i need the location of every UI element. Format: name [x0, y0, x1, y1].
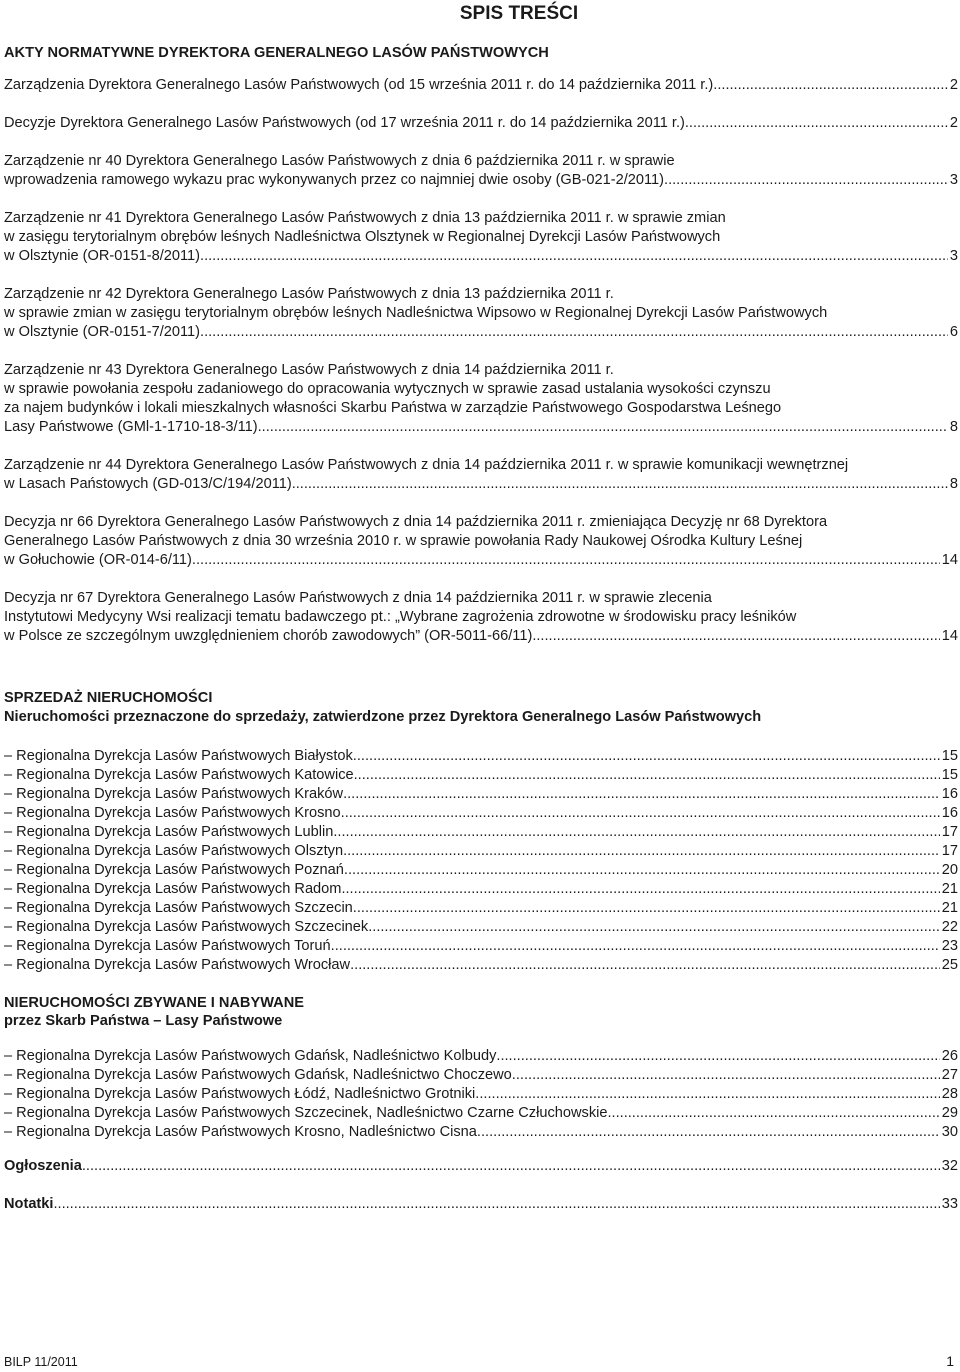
item-list — [4, 747, 958, 975]
item-text: – Regionalna Dyrekcja Lasów Państwowych Szczecinek — [4, 919, 369, 935]
page-number: 25 — [941, 957, 958, 973]
list-item[interactable] — [4, 956, 958, 975]
entry-list — [4, 76, 958, 646]
list-item[interactable] — [4, 766, 958, 785]
page-number: 14 — [941, 628, 958, 644]
list-item[interactable] — [4, 823, 958, 842]
toc-entry[interactable] — [4, 456, 958, 494]
leader-dots — [258, 418, 948, 437]
page-number: 22 — [941, 919, 958, 935]
leader-dots — [333, 823, 939, 842]
footer-issue: BILP 11/2011 — [4, 1355, 78, 1369]
entry-line: Zarządzenie nr 43 Dyrektora Generalnego Lasów Państwowych z dnia 14 października 2011 r. — [4, 362, 614, 378]
item-text: – Regionalna Dyrekcja Lasów Państwowych Poznań — [4, 862, 344, 878]
leader-dots — [368, 918, 940, 937]
toc-entry[interactable] — [4, 114, 958, 133]
page-number: 28 — [941, 1086, 958, 1102]
list-item[interactable] — [4, 1123, 958, 1142]
entry-text: Zarządzenia Dyrektora Generalnego Lasów Państwowych (od 15 września 2011 r. do 14 października 2011 r.) — [4, 77, 714, 93]
leader-dots — [354, 766, 940, 785]
toc-entry[interactable] — [4, 513, 958, 570]
section-heading: SPRZEDAŻ NIERUCHOMOŚCI — [4, 690, 213, 706]
page-number: 21 — [941, 900, 958, 916]
entry-text: wprowadzenia ramowego wykazu prac wykonywanych przez co najmniej dwie osoby (GB-021-2/2011) — [4, 172, 665, 188]
leader-dots — [477, 1123, 940, 1142]
leader-dots — [685, 114, 948, 133]
list-item[interactable] — [4, 937, 958, 956]
page-number: 33 — [941, 1196, 958, 1212]
entry-text: w Polsce ze szczególnym uwzględnieniem chorób zawodowych” (OR-5011-66/11) — [4, 628, 533, 644]
page-number: 2 — [949, 77, 958, 93]
page-number: 16 — [941, 805, 958, 821]
page-number: 8 — [949, 419, 958, 435]
leader-dots — [664, 171, 948, 190]
list-item[interactable] — [4, 918, 958, 937]
leader-dots — [341, 804, 940, 823]
list-item[interactable] — [4, 1104, 958, 1123]
toc-entry[interactable] — [4, 152, 958, 190]
page-number: 6 — [949, 324, 958, 340]
entry-text: Lasy Państwowe (GMl-1-1710-18-3/11) — [4, 419, 258, 435]
entry-last-line — [4, 418, 958, 437]
item-text: – Regionalna Dyrekcja Lasów Państwowych Gdańsk, Nadleśnictwo Kolbudy — [4, 1048, 497, 1064]
page-number: 16 — [941, 786, 958, 802]
page-number: 23 — [941, 938, 958, 954]
item-text: – Regionalna Dyrekcja Lasów Państwowych Białystok — [4, 748, 353, 764]
entry-line: Zarządzenie nr 44 Dyrektora Generalnego Lasów Państwowych z dnia 14 października 2011 r. w sprawie komunikacji wewnętrznej — [4, 457, 849, 473]
item-text: – Regionalna Dyrekcja Lasów Państwowych Toruń — [4, 938, 331, 954]
page-number: 3 — [949, 172, 958, 188]
section-zbywane — [4, 994, 958, 1142]
item-text: – Regionalna Dyrekcja Lasów Państwowych Gdańsk, Nadleśnictwo Choczewo — [4, 1067, 512, 1083]
item-text: – Regionalna Dyrekcja Lasów Państwowych Katowice — [4, 767, 354, 783]
leader-dots — [344, 861, 940, 880]
leader-dots — [353, 747, 940, 766]
list-item[interactable] — [4, 785, 958, 804]
item-list — [4, 1047, 958, 1142]
item-text: – Regionalna Dyrekcja Lasów Państwowych Łódź, Nadleśnictwo Grotniki — [4, 1086, 476, 1102]
item-text: – Regionalna Dyrekcja Lasów Państwowych Krosno — [4, 805, 341, 821]
item-text: – Regionalna Dyrekcja Lasów Państwowych Krosno, Nadleśnictwo Cisna — [4, 1124, 477, 1140]
entry-last-line — [4, 551, 958, 570]
item-text: – Regionalna Dyrekcja Lasów Państwowych Kraków — [4, 786, 344, 802]
section-subheading: przez Skarb Państwa – Lasy Państwowe — [4, 1013, 283, 1029]
list-item[interactable] — [4, 1066, 958, 1085]
list-item[interactable] — [4, 842, 958, 861]
leader-dots — [292, 475, 948, 494]
entry-last-line — [4, 323, 958, 342]
item-text: – Regionalna Dyrekcja Lasów Państwowych Szczecin — [4, 900, 353, 916]
leader-dots — [350, 956, 940, 975]
page-number: 27 — [941, 1067, 958, 1083]
entry-text: w Olsztynie (OR-0151-7/2011) — [4, 324, 201, 340]
toc-page — [4, 0, 958, 1212]
toc-entry[interactable] — [4, 361, 958, 437]
section-sprzedaz — [4, 689, 958, 975]
page-title: SPIS TREŚCI — [459, 3, 579, 24]
entry-text: Ogłoszenia — [4, 1158, 82, 1174]
leader-dots — [607, 1104, 939, 1123]
page-number: 17 — [941, 824, 958, 840]
list-item[interactable] — [4, 880, 958, 899]
list-item[interactable] — [4, 804, 958, 823]
footer-page-number: 1 — [946, 1353, 954, 1369]
item-text: – Regionalna Dyrekcja Lasów Państwowych Olsztyn — [4, 843, 344, 859]
toc-entry[interactable] — [4, 285, 958, 342]
page-number: 8 — [949, 476, 958, 492]
leader-dots — [200, 247, 948, 266]
entry-line: w sprawie zmian w zasięgu terytorialnym obrębów leśnych Nadleśnictwa Wipsowo w Regionalnej Dyrekcji Lasów Państwowych — [4, 305, 828, 321]
notatki-entry[interactable] — [4, 1195, 958, 1214]
leader-dots — [341, 880, 939, 899]
entry-line: w zasięgu terytorialnym obrębów leśnych Nadleśnictwa Olsztynek w Regionalnej Dyrekcji Lasów Państwowych — [4, 229, 721, 245]
entry-text: Decyzje Dyrektora Generalnego Lasów Państwowych (od 17 września 2011 r. do 14 października 2011 r.) — [4, 115, 685, 131]
item-text: – Regionalna Dyrekcja Lasów Państwowych Wrocław — [4, 957, 351, 973]
entry-text: w Olsztynie (OR-0151-8/2011) — [4, 248, 201, 264]
entry-line: Decyzja nr 66 Dyrektora Generalnego Lasów Państwowych z dnia 14 października 2011 r. zmieniająca Decyzję nr 68 Dyrektora — [4, 514, 828, 530]
item-text: – Regionalna Dyrekcja Lasów Państwowych Radom — [4, 881, 342, 897]
leader-dots — [532, 627, 939, 646]
entry-last-line — [4, 247, 958, 266]
section-akty — [4, 44, 958, 646]
list-item[interactable] — [4, 861, 958, 880]
entry-line: Zarządzenie nr 42 Dyrektora Generalnego Lasów Państwowych z dnia 13 października 2011 r. — [4, 286, 614, 302]
list-item[interactable] — [4, 899, 958, 918]
entry-last-line — [4, 171, 958, 190]
list-item[interactable] — [4, 1047, 958, 1066]
page-number: 15 — [941, 748, 958, 764]
section-heading: NIERUCHOMOŚCI ZBYWANE I NABYWANE — [4, 995, 304, 1011]
entry-last-line — [4, 475, 958, 494]
leader-dots — [475, 1085, 939, 1104]
entry-line: Decyzja nr 67 Dyrektora Generalnego Lasów Państwowych z dnia 14 października 2011 r. w sprawie zlecenia — [4, 590, 712, 606]
page-number: 17 — [941, 843, 958, 859]
page-number: 14 — [941, 552, 958, 568]
leader-dots — [200, 323, 948, 342]
page-number: 20 — [941, 862, 958, 878]
leader-dots — [343, 785, 940, 804]
item-text: – Regionalna Dyrekcja Lasów Państwowych Szczecinek, Nadleśnictwo Czarne Człuchowskie — [4, 1105, 608, 1121]
leader-dots — [353, 899, 940, 918]
entry-line: Zarządzenie nr 41 Dyrektora Generalnego Lasów Państwowych z dnia 13 października 2011 r. w sprawie zmian — [4, 210, 726, 226]
toc-entry[interactable] — [4, 76, 958, 95]
page-number: 30 — [941, 1124, 958, 1140]
entry-line: Zarządzenie nr 40 Dyrektora Generalnego Lasów Państwowych z dnia 6 października 2011 r. w sprawie — [4, 153, 675, 169]
leader-dots — [192, 551, 940, 570]
toc-entry[interactable] — [4, 589, 958, 646]
page-number: 21 — [941, 881, 958, 897]
entry-line: Generalnego Lasów Państwowych z dnia 30 września 2010 r. w sprawie powołania Rady Naukowej Ośrodka Kultury Leśnej — [4, 533, 803, 549]
list-item[interactable] — [4, 747, 958, 766]
leader-dots — [512, 1066, 940, 1085]
page-number: 29 — [941, 1105, 958, 1121]
toc-entry[interactable] — [4, 209, 958, 266]
list-item[interactable] — [4, 1085, 958, 1104]
page-number: 3 — [949, 248, 958, 264]
leader-dots — [331, 937, 940, 956]
ogloszenia-entry[interactable] — [4, 1157, 958, 1176]
entry-text: Notatki — [4, 1196, 54, 1212]
leader-dots — [713, 76, 948, 95]
page-number: 32 — [941, 1158, 958, 1174]
entry-line: za najem budynków i lokali mieszkalnych własności Skarbu Państwa w zarządzie Państwowego Gospodarstwa Leśnego — [4, 400, 782, 416]
entry-text: w Gołuchowie (OR-014-6/11) — [4, 552, 192, 568]
leader-dots — [496, 1047, 939, 1066]
page-number: 15 — [941, 767, 958, 783]
item-text: – Regionalna Dyrekcja Lasów Państwowych Lublin — [4, 824, 334, 840]
page-number: 26 — [941, 1048, 958, 1064]
entry-last-line — [4, 114, 958, 133]
section-heading: AKTY NORMATYWNE DYREKTORA GENERALNEGO LASÓW PAŃSTWOWYCH — [4, 45, 549, 61]
entry-line: Instytutowi Medycyny Wsi realizacji tematu badawczego pt.: „Wybrane zagrożenia zdrowotne w środowisku pracy leśników — [4, 609, 797, 625]
page-number: 2 — [949, 115, 958, 131]
leader-dots — [343, 842, 940, 861]
section-subheading: Nieruchomości przeznaczone do sprzedaży, zatwierdzone przez Dyrektora Generalnego Lasów Państwowych — [4, 709, 762, 725]
entry-line: w sprawie powołania zespołu zadaniowego do opracowania wytycznych w sprawie zasad ustalania wysokości czynszu — [4, 381, 771, 397]
entry-last-line — [4, 76, 958, 95]
entry-text: w Lasach Państowych (GD-013/C/194/2011) — [4, 476, 292, 492]
entry-last-line — [4, 627, 958, 646]
